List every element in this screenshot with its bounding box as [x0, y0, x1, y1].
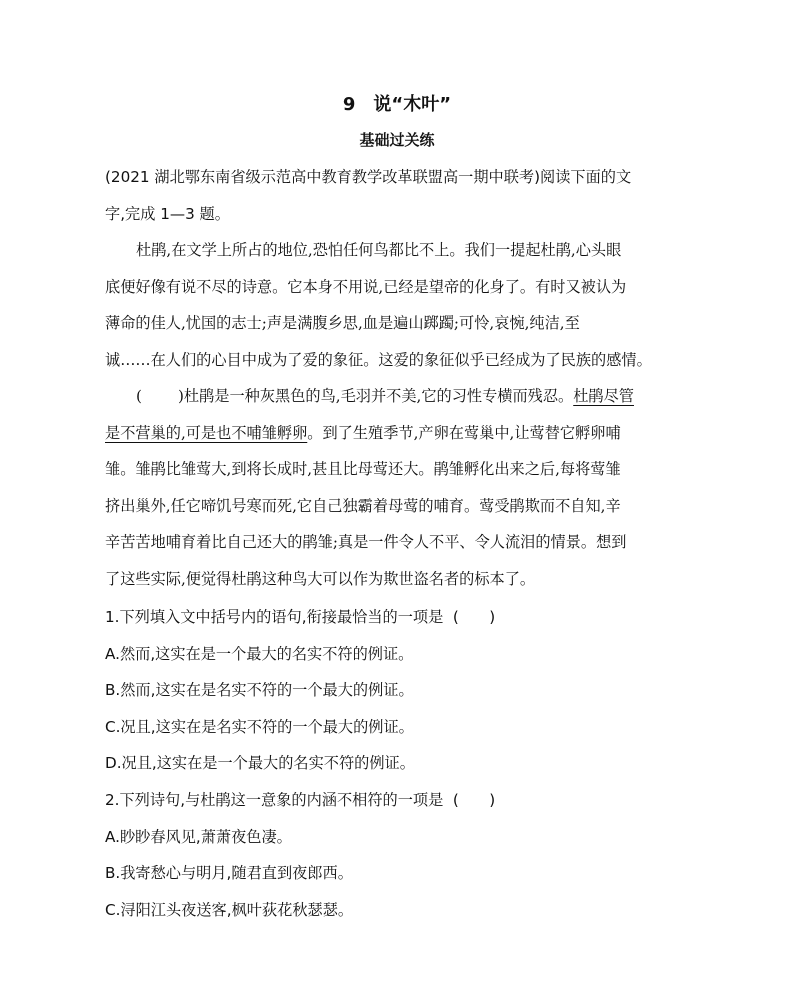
- option-b[interactable]: B.我寄愁心与明月,随君直到夜郎西。: [105, 864, 353, 882]
- answer-blank-open: (: [136, 387, 142, 405]
- underlined-sentence: 杜鹃尽管: [573, 387, 634, 405]
- passage-line: 辛苦苦地哺育着比自己还大的鹃雏;真是一件令人不平、令人流泪的情景。想到: [105, 533, 627, 551]
- option-a[interactable]: A.然而,这实在是一个最大的名实不符的例证。: [105, 644, 414, 663]
- passage-text: 杜鹃是一种灰黑色的鸟,毛羽并不美,它的习性专横而残忍。: [183, 387, 574, 405]
- lesson-title: 9 说“木叶”: [342, 94, 452, 115]
- question-stem: [105, 599, 695, 636]
- passage-line: [105, 415, 695, 452]
- passage-line: 挤出巢外,任它啼饥号寒而死,它自己独霸着母莺的哺育。莺受鹃欺而不自知,辛: [105, 496, 621, 515]
- passage-line: 杜鹃,在文学上所占的地位,恐怕任何鸟都比不上。我们一提起杜鹃,心头眼: [136, 241, 622, 259]
- intro: [105, 159, 695, 232]
- passage-paragraph-2: [105, 378, 695, 597]
- answer-parentheses[interactable]: ( ): [452, 791, 496, 809]
- option-d[interactable]: D.况且,这实在是一个最大的名实不符的例证。: [105, 754, 415, 772]
- section-subtitle: 基础过关练: [359, 131, 435, 149]
- option-a[interactable]: A.眇眇春风见,萧萧夜色凄。: [105, 827, 292, 846]
- option-b[interactable]: B.然而,这实在是名实不符的一个最大的例证。: [105, 681, 414, 699]
- option-c[interactable]: C.况且,这实在是名实不符的一个最大的例证。: [105, 717, 414, 736]
- passage-line: 薄命的佳人,忧国的志士;声是满腹乡思,血是遍山踯躅;可怜,哀惋,纯洁,至: [105, 314, 580, 332]
- passage-paragraph-1: [105, 232, 695, 378]
- passage-text: 。到了生殖季节,产卵在莺巢中,让莺替它孵卵哺: [307, 423, 621, 442]
- underlined-sentence: 是不营巢的,可是也不哺雏孵卵: [105, 423, 308, 442]
- intro-line: (2021 湖北鄂东南省级示范高中教育教学改革联盟高一期中联考)阅读下面的文: [105, 168, 632, 186]
- question-text: 1.下列填入文中括号内的语句,衔接最恰当的一项是: [105, 608, 444, 626]
- option-c[interactable]: C.浔阳江头夜送客,枫叶荻花秋瑟瑟。: [105, 900, 354, 919]
- intro-line: 字,完成 1—3 题。: [105, 204, 230, 223]
- question-text: 2.下列诗句,与杜鹃这一意象的内涵不相符的一项是: [105, 791, 444, 809]
- answer-parentheses[interactable]: ( ): [452, 608, 496, 626]
- question-stem: [105, 782, 695, 819]
- passage-line: 雏。雏鹃比雏莺大,到将长成时,甚且比母莺还大。鹃雏孵化出来之后,每将莺雏: [105, 460, 621, 478]
- question-2: [105, 782, 695, 928]
- passage-line: 诚……在人们的心目中成为了爱的象征。这爱的象征似乎已经成为了民族的感情。: [105, 350, 652, 369]
- answer-blank-close: ): [177, 387, 184, 405]
- passage-line: 底便好像有说不尽的诗意。它本身不用说,已经是望帝的化身了。有时又被认为: [105, 277, 627, 296]
- passage-line: [105, 378, 695, 415]
- question-1: [105, 599, 695, 782]
- passage-line: 了这些实际,便觉得杜鹃这种鸟大可以作为欺世盗名者的标本了。: [105, 569, 536, 588]
